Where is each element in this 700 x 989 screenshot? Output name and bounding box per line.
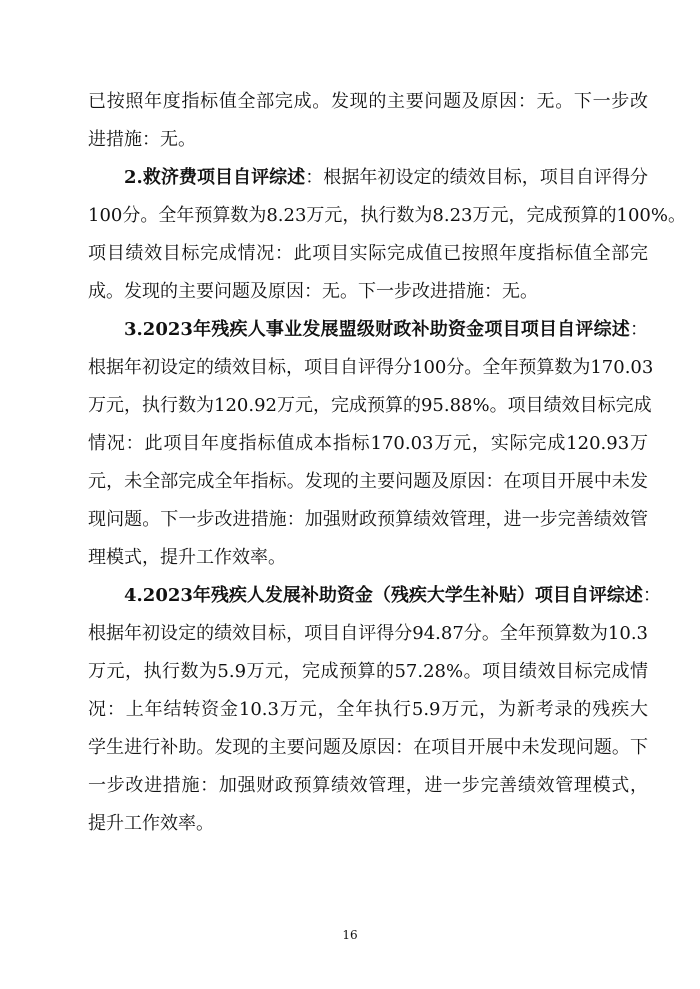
paragraph-2-line-1-text: ：根据年初设定的绩效目标，项目自评得分 xyxy=(305,167,649,188)
paragraph-2-line-4: 成。发现的主要问题及原因：无。下一步改进措施：无。 xyxy=(88,281,538,302)
paragraph-4-line-4: 学生进行补助。发现的主要问题及原因：在项目开展中未发现问题。下 xyxy=(88,737,648,758)
paragraph-4-line-2: 万元，执行数为5.9万元，完成预算的57.28%。项目绩效目标完成情 xyxy=(88,661,648,682)
paragraph-3-line-6: 理模式，提升工作效率。 xyxy=(88,547,286,568)
paragraph-2-line-1 xyxy=(124,166,648,190)
paragraph-4-line-5: 一步改进措施：加强财政预算绩效管理，进一步完善绩效管理模式， xyxy=(88,775,648,796)
section-4-heading-suffix: ： xyxy=(642,585,661,606)
paragraph-3-line-3: 情况：此项目年度指标值成本指标170.03万元，实际完成120.93万 xyxy=(88,433,648,454)
paragraph-4-heading-line xyxy=(124,584,661,608)
paragraph-3-heading-line xyxy=(124,318,648,342)
section-3-heading-suffix: ： xyxy=(630,319,648,340)
paragraph-2-line-3: 项目绩效目标完成情况：此项目实际完成值已按照年度指标值全部完 xyxy=(88,243,648,264)
paragraph-1-line-1: 已按照年度指标值全部完成。发现的主要问题及原因：无。下一步改 xyxy=(88,91,648,112)
section-3-heading: 3.2023年残疾人事业发展盟级财政补助资金项目项目自评综述 xyxy=(124,319,630,340)
paragraph-1-line-2: 进措施：无。 xyxy=(88,129,196,150)
paragraph-4-line-3: 况：上年结转资金10.3万元，全年执行5.9万元，为新考录的残疾大 xyxy=(88,699,648,720)
paragraph-3-line-1: 根据年初设定的绩效目标，项目自评得分100分。全年预算数为170.03 xyxy=(88,357,654,378)
section-2-heading: 2.救济费项目自评综述 xyxy=(124,167,306,188)
section-4-heading: 4.2023年残疾人发展补助资金（残疾大学生补贴）项目自评综述 xyxy=(124,585,643,606)
paragraph-4-line-1: 根据年初设定的绩效目标，项目自评得分94.87分。全年预算数为10.3 xyxy=(88,623,648,644)
paragraph-4-line-6: 提升工作效率。 xyxy=(88,813,214,834)
paragraph-3-line-4: 元，未全部完成全年指标。发现的主要问题及原因：在项目开展中未发 xyxy=(88,471,648,492)
paragraph-3-line-2: 万元，执行数为120.92万元，完成预算的95.88%。项目绩效目标完成 xyxy=(88,395,652,416)
paragraph-2-line-2: 100分。全年预算数为8.23万元，执行数为8.23万元，完成预算的100%。 xyxy=(88,205,686,226)
page-number: 16 xyxy=(342,928,358,942)
paragraph-3-line-5: 现问题。下一步改进措施：加强财政预算绩效管理，进一步完善绩效管 xyxy=(88,509,648,530)
